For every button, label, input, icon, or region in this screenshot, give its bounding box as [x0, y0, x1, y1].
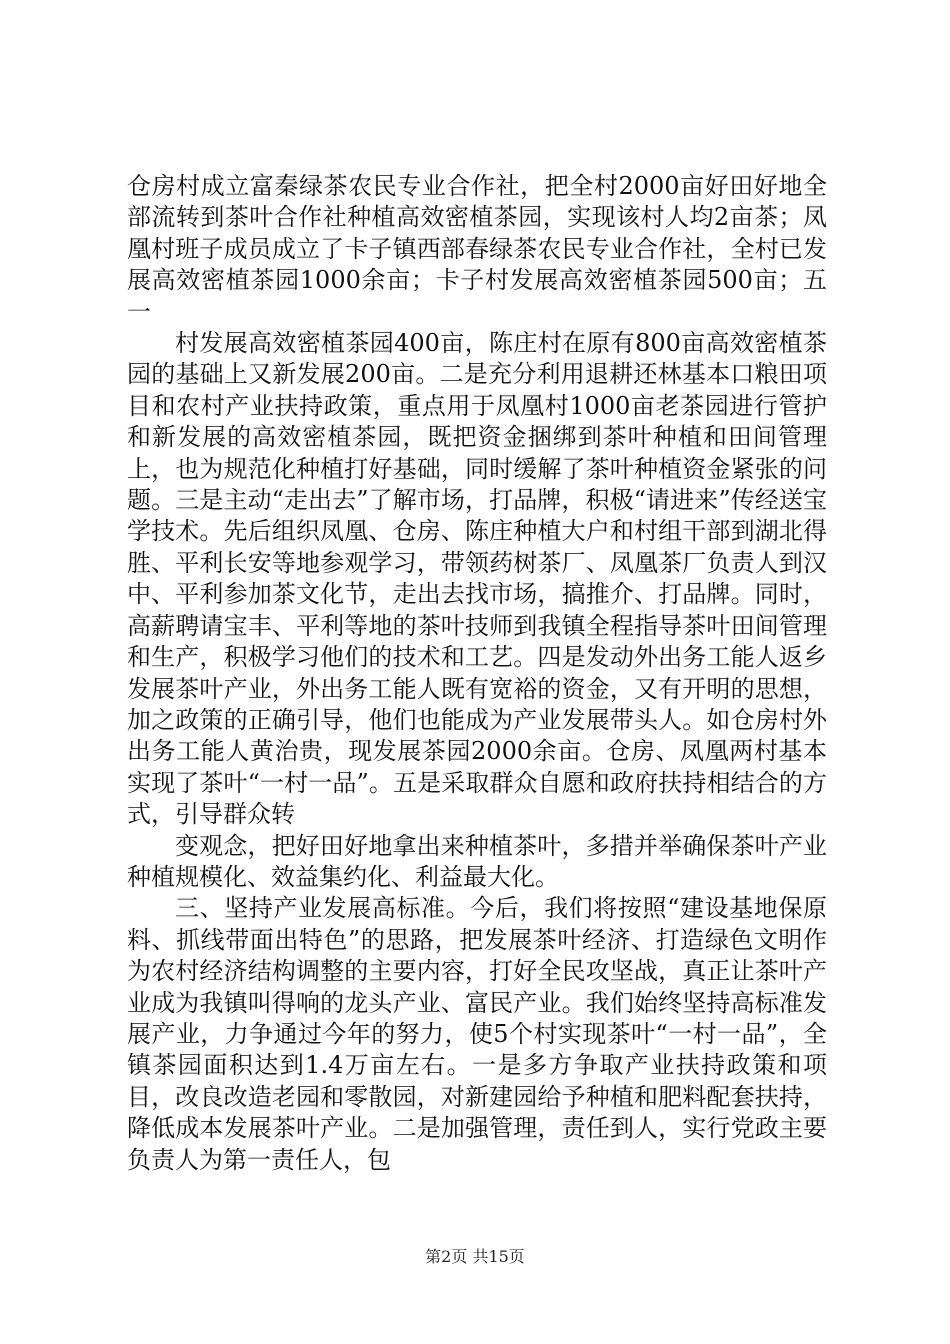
- paragraph-3: 变观念，把好田好地拿出来种植茶叶，多措并举确保茶叶产业种植规模化、效益集约化、利益最大化。: [127, 831, 827, 891]
- document-body: [127, 171, 827, 1176]
- page-number-label: 第2页 共15页: [425, 1247, 525, 1266]
- paragraph-4: 三、坚持产业发展高标准。今后，我们将按照“建设基地保原料、抓线带面出特色”的思路，把发展茶叶经济、打造绿色文明作为农村经济结构调整的主要内容，打好全民攻坚战，真正让茶叶产业成为我镇叫得响的龙头产业、富民产业。我们始终坚持高标准发展产业，力争通过今年的努力，使5个村实现茶叶“一村一品”，全镇茶园面积达到1.4万亩左右。一是多方争取产业扶持政策和项目，改良改造老园和零散园，对新建园给予种植和肥料配套扶持，降低成本发展茶叶产业。二是加强管理，责任到人，实行党政主要负责人为第一责任人，包: [127, 894, 827, 1174]
- paragraph-2: 村发展高效密植茶园400亩，陈庄村在原有800亩高效密植茶园的基础上又新发展200亩。二是充分利用退耕还林基本口粮田项目和农村产业扶持政策，重点用于凤凰村1000亩老茶园进行管护和新发展的高效密植茶园，既把资金捆绑到茶叶种植和田间管理上，也为规范化种植打好基础，同时缓解了茶叶种植资金紧张的问题。三是主动“走出去”了解市场，打品牌，积极“请进来”传经送宝学技术。先后组织凤凰、仓房、陈庄种植大户和村组干部到湖北得胜、平利长安等地参观学习，带领药树茶厂、凤凰茶厂负责人到汉中、平利参加茶文化节，走出去找市场，搞推介、打品牌。同时，高薪聘请宝丰、平利等地的茶叶技师到我镇全程指导茶叶田间管理和生产，积极学习他们的技术和工艺。四是发动外出务工能人返乡发展茶叶产业，外出务工能人既有宽裕的资金，又有开明的思想，加之政策的正确引导，他们也能成为产业发展带头人。如仓房村外出务工能人黄治贵，现发展茶园2000余亩。仓房、凤凰两村基本实现了茶叶“一村一品”。五是采取群众自愿和政府扶持相结合的方式，引导群众转: [127, 329, 827, 829]
- page-footer: [0, 1247, 950, 1267]
- paragraph-1: 仓房村成立富秦绿茶农民专业合作社，把全村2000亩好田好地全部流转到茶叶合作社种植高效密植茶园，实现该村人均2亩茶；凤凰村班子成员成立了卡子镇西部春绿茶农民专业合作社，全村已发展高效密植茶园1000余亩；卡子村发展高效密植茶园500亩；五一: [127, 172, 827, 326]
